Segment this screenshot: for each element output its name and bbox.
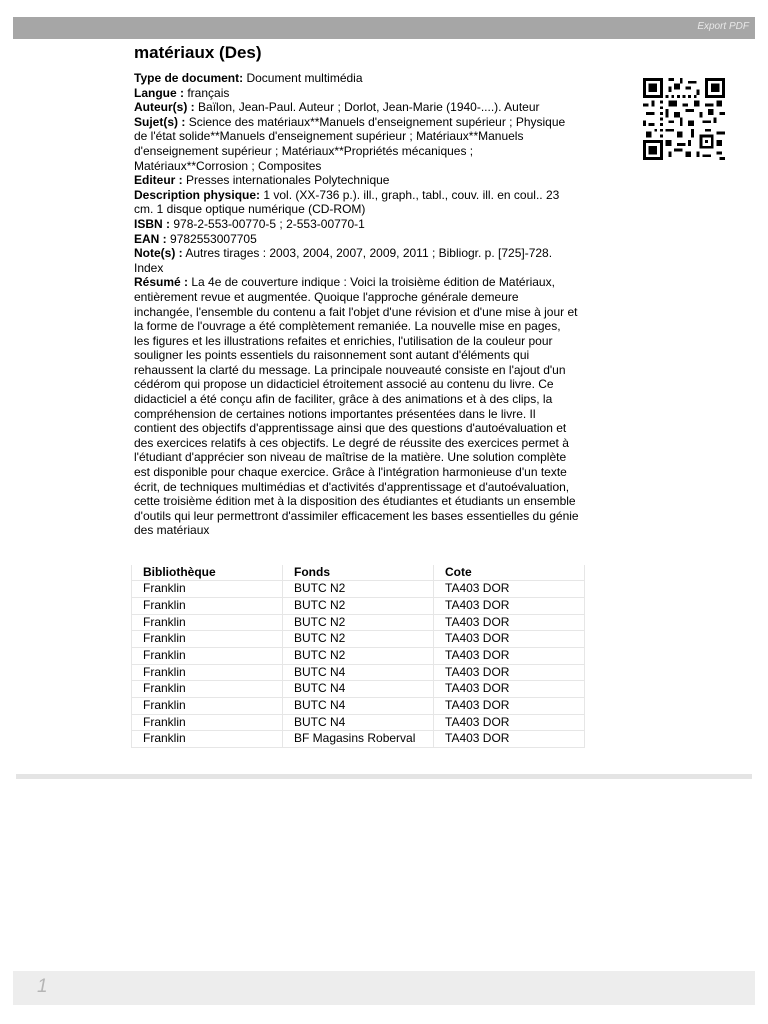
field-value: Science des matériaux**Manuels d'enseignement supérieur ; Physique de l'état solide**Manuels d'enseignement supérieur ; Matériaux**Manuels d'enseignement supérieur ; Matériaux**Propriétés mécaniques ; Matériaux**Corrosion ; Composites — [134, 114, 566, 173]
cell-fonds: BUTC N2 — [283, 631, 434, 648]
cell-cote: TA403 DOR — [434, 614, 585, 631]
field-label: Auteur(s) : — [134, 100, 195, 115]
field-label: EAN : — [134, 231, 167, 246]
holdings-table — [131, 565, 585, 748]
field-label: Sujet(s) : — [134, 114, 186, 129]
table-row — [132, 681, 585, 698]
field-label: Résumé : — [134, 275, 189, 290]
field-value: Document multimédia — [246, 71, 363, 85]
field-value: 978-2-553-00770-5 ; 2-553-00770-1 — [173, 216, 365, 231]
field-value: 9782553007705 — [170, 231, 257, 246]
record-title: matériaux (Des) — [134, 43, 262, 62]
field-resume — [134, 275, 579, 538]
field-label: Note(s) : — [134, 246, 183, 261]
field-label: ISBN : — [134, 216, 170, 231]
cell-cote: TA403 DOR — [434, 647, 585, 664]
cell-fonds: BF Magasins Roberval — [283, 731, 434, 748]
cell-fonds: BUTC N2 — [283, 614, 434, 631]
field-value: Autres tirages : 2003, 2004, 2007, 2009, 2011 ; Bibliogr. p. [725]-728. Index — [134, 246, 553, 275]
cell-bibliotheque: Franklin — [132, 681, 283, 698]
field-ean — [134, 232, 579, 247]
field-value: Baïlon, Jean-Paul. Auteur ; Dorlot, Jean-Marie (1940-....). Auteur — [198, 100, 540, 115]
field-description-physique — [134, 188, 579, 217]
field-editeur — [134, 173, 579, 188]
column-header-fonds: Fonds — [283, 565, 434, 581]
field-label: Description physique: — [134, 187, 261, 202]
table-row — [132, 697, 585, 714]
field-sujets — [134, 115, 579, 173]
table-row — [132, 581, 585, 598]
cell-bibliotheque: Franklin — [132, 697, 283, 714]
table-row — [132, 714, 585, 731]
column-header-cote: Cote — [434, 565, 585, 581]
footer-bar — [13, 971, 755, 1005]
cell-bibliotheque: Franklin — [132, 731, 283, 748]
field-isbn — [134, 217, 579, 232]
holdings-header-row — [132, 565, 585, 581]
field-type-document — [134, 71, 579, 86]
qr-code-icon — [640, 78, 728, 160]
cell-fonds: BUTC N2 — [283, 597, 434, 614]
cell-cote: TA403 DOR — [434, 631, 585, 648]
field-auteurs — [134, 100, 579, 115]
table-row — [132, 647, 585, 664]
cell-bibliotheque: Franklin — [132, 631, 283, 648]
cell-fonds: BUTC N4 — [283, 697, 434, 714]
field-langue — [134, 86, 579, 101]
export-pdf-link[interactable]: Export PDF — [697, 21, 749, 32]
section-divider — [16, 774, 752, 779]
cell-fonds: BUTC N2 — [283, 581, 434, 598]
cell-cote: TA403 DOR — [434, 697, 585, 714]
cell-bibliotheque: Franklin — [132, 664, 283, 681]
table-row — [132, 664, 585, 681]
cell-cote: TA403 DOR — [434, 581, 585, 598]
table-row — [132, 631, 585, 648]
field-value: 1 vol. (XX-736 p.). ill., graph., tabl., couv. ill. en coul.. 23 cm. 1 disque optique numérique (CD-ROM) — [134, 187, 560, 217]
cell-bibliotheque: Franklin — [132, 714, 283, 731]
table-row — [132, 597, 585, 614]
cell-cote: TA403 DOR — [434, 681, 585, 698]
table-row — [132, 614, 585, 631]
cell-cote: TA403 DOR — [434, 731, 585, 748]
cell-fonds: BUTC N2 — [283, 647, 434, 664]
column-header-bibliotheque: Bibliothèque — [132, 565, 283, 581]
top-bar — [13, 17, 755, 39]
cell-fonds: BUTC N4 — [283, 664, 434, 681]
cell-bibliotheque: Franklin — [132, 614, 283, 631]
page-number: 1 — [37, 976, 48, 997]
field-label: Editeur : — [134, 173, 183, 188]
cell-fonds: BUTC N4 — [283, 681, 434, 698]
field-notes — [134, 246, 579, 275]
cell-bibliotheque: Franklin — [132, 647, 283, 664]
field-value: français — [187, 85, 230, 100]
table-row — [132, 731, 585, 748]
field-label: Langue : — [134, 85, 184, 100]
field-label: Type de document: — [134, 71, 244, 85]
cell-fonds: BUTC N4 — [283, 714, 434, 731]
cell-cote: TA403 DOR — [434, 714, 585, 731]
field-value: Presses internationales Polytechnique — [186, 173, 390, 188]
record-details — [134, 71, 579, 538]
cell-cote: TA403 DOR — [434, 664, 585, 681]
cell-bibliotheque: Franklin — [132, 597, 283, 614]
cell-bibliotheque: Franklin — [132, 581, 283, 598]
field-value: La 4e de couverture indique : Voici la troisième édition de Matériaux, entièrement revue et augmentée. Quoique l'approche générale demeure inchangée, l'ensemble du contenu a fait l'objet d'une révision et d'une mise à jour et la forme de l'ouvrage a été complètement remaniée. La nouvelle mise en pages, les figures et les illustrations refaites et enrichies, l'utilisation de la couleur pour souligner les points essentiels du raisonnement sont autant d'éléments qui rehaussent la clarté du message. La principale nouveauté consiste en l'ajout d'un cédérom qui propose un didacticiel étroitement associé au contenu du livre. Ce didacticiel a été conçu afin de faciliter, grâce à des animations et à des clips, la compréhension de certaines notions importantes présentées dans le livre. Il contient des objectifs d'apprentissage ainsi que des questions d'autoévaluation et des exercices relatifs à ces objectifs. Le degré de réussite des exercices permet à l'étudiant d'apprécier son niveau de maîtrise de la matière. Une solution complète est disponible pour chaque exercice. Grâce à l'intégration harmonieuse d'un texte écrit, de techniques multimédias et d'activités d'apprentissage et d'autoévaluation, cette troisième édition met à la disposition des étudiantes et étudiants un ensemble d'outils qui leur permettront d'assimiler efficacement les bases essentielles du génie des matériaux — [134, 275, 579, 538]
cell-cote: TA403 DOR — [434, 597, 585, 614]
